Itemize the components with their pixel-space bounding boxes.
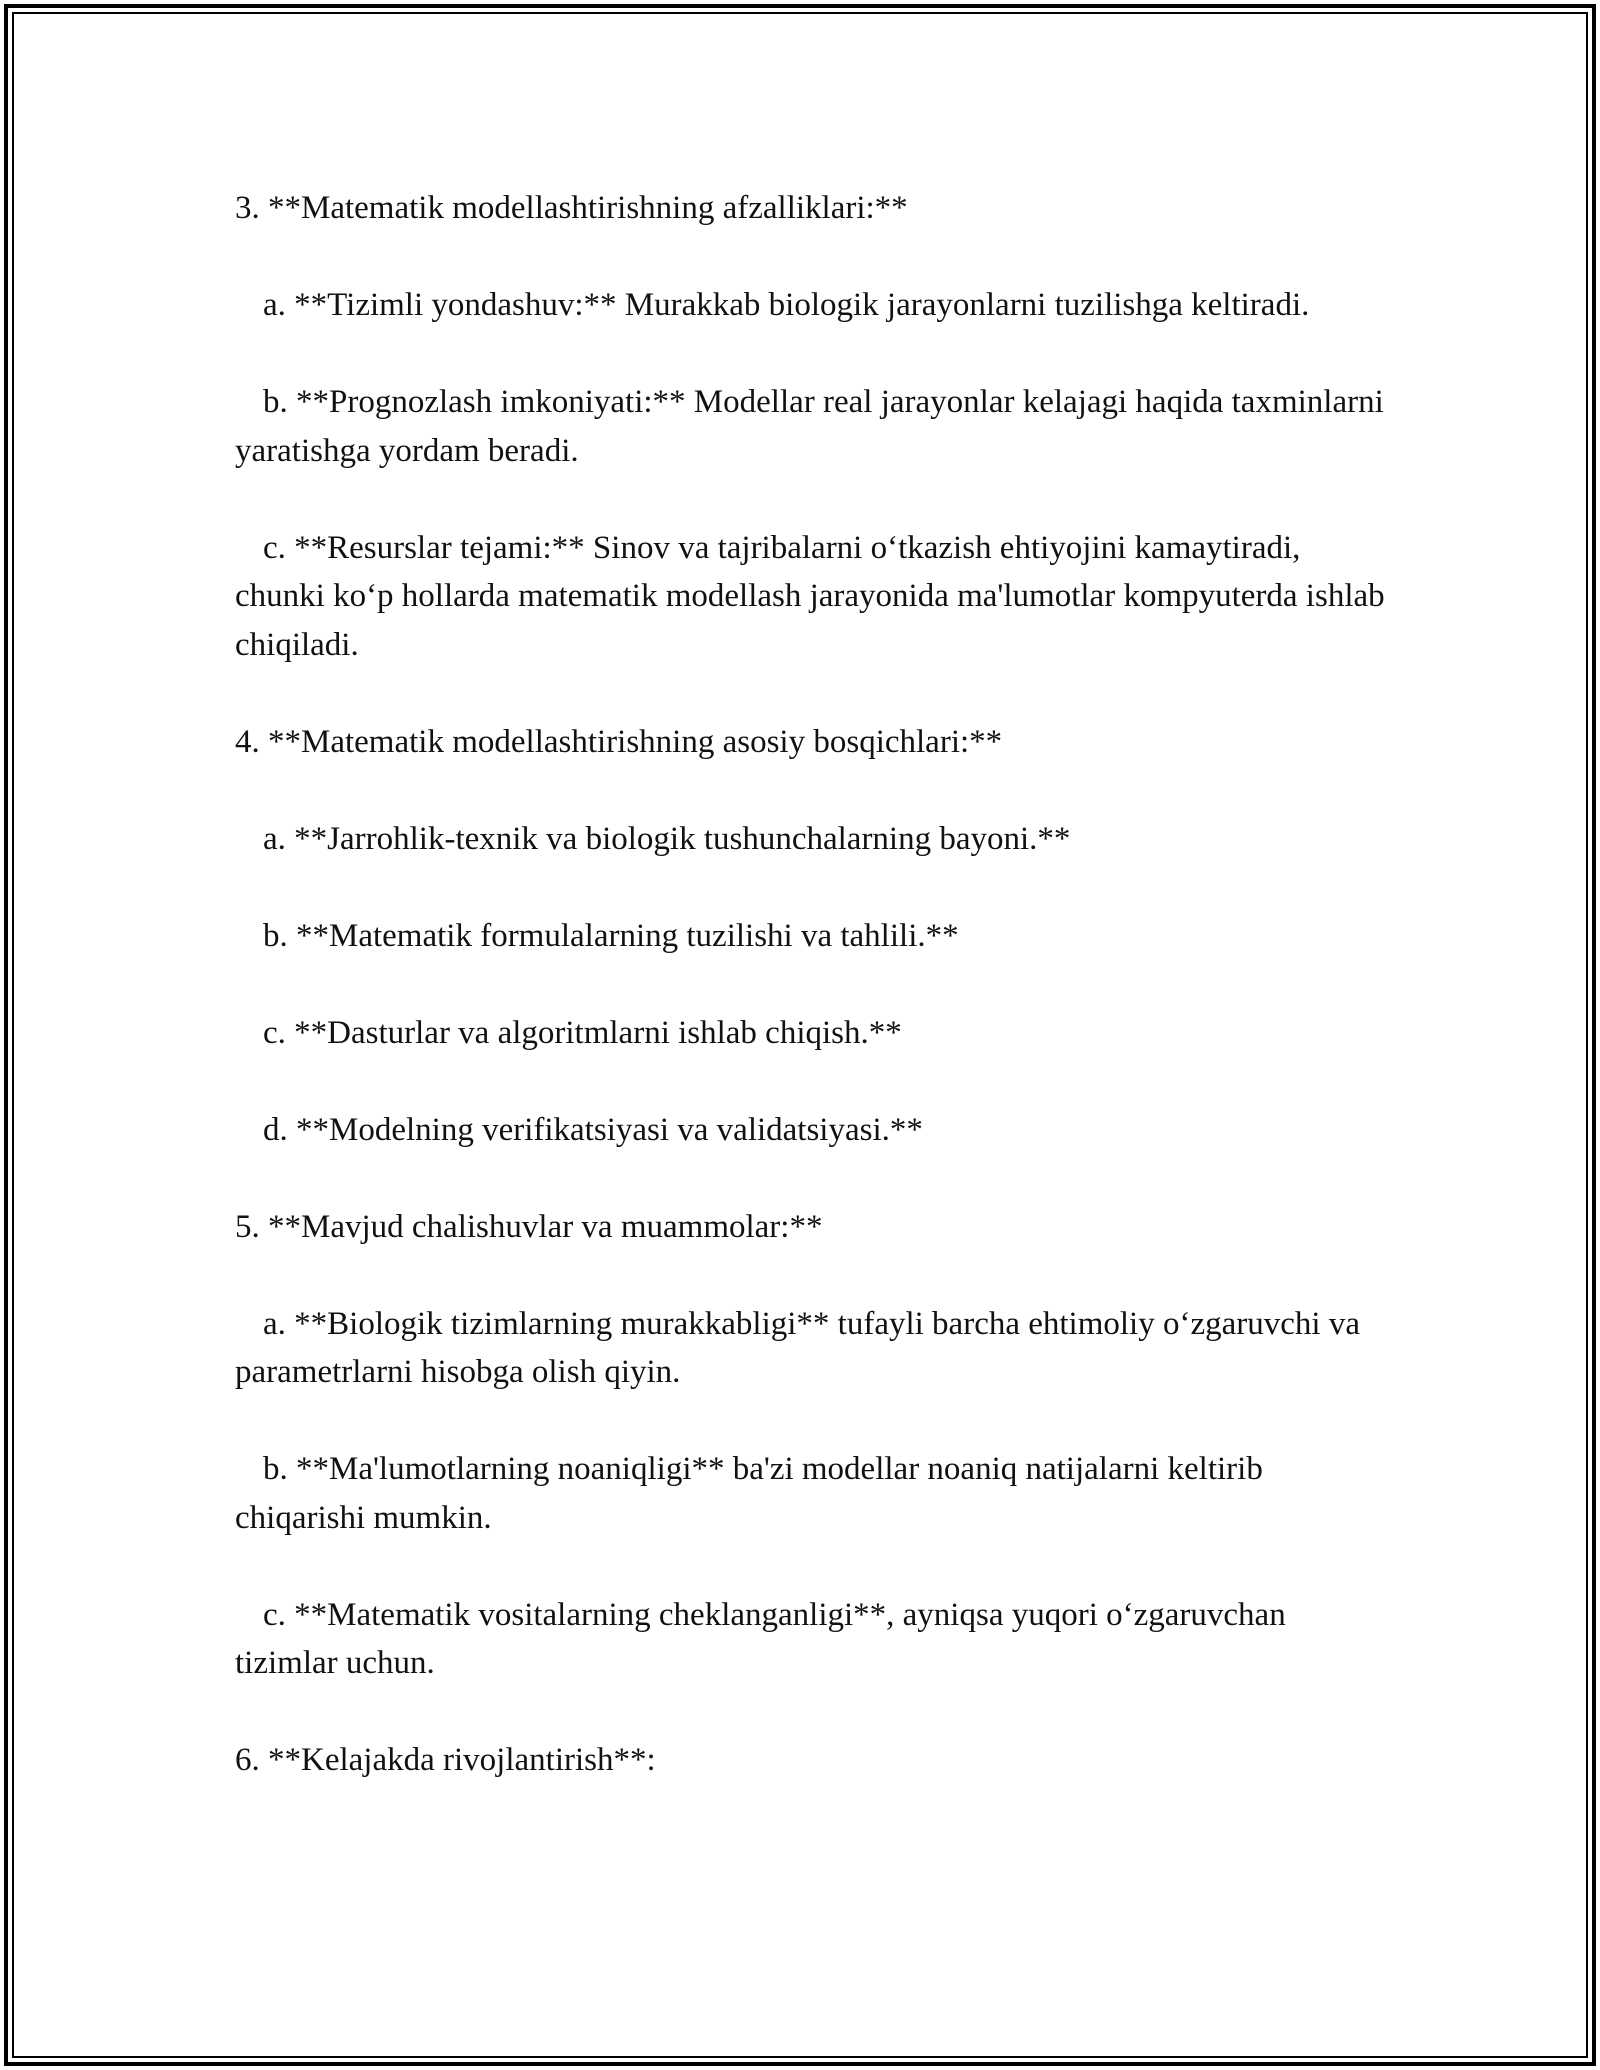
section-4-item-d: d. **Modelning verifikatsiyasi va validatsiyasi.** (263, 1111, 923, 1148)
section-4-item-c: c. **Dasturlar va algoritmlarni ishlab chiqish.** (263, 1014, 902, 1051)
section-3-heading: 3. **Matematik modellashtirishning afzalliklari:** (235, 190, 908, 226)
section-3-item-c: c. **Resurslar tejami:** Sinov va tajribalarni o‘tkazish ehtiyojini kamaytiradi, chunki ko‘p hollarda matematik modellash jarayonida ma'lumotlar kompyuterda ishlab chiqiladi. (235, 529, 1385, 663)
section-4-item-b: b. **Matematik formulalarning tuzilishi va tahlili.** (263, 917, 959, 954)
section-6-heading: 6. **Kelajakda rivojlantirish**: (235, 1742, 656, 1778)
section-5-item-b: b. **Ma'lumotlarning noaniqligi** ba'zi modellar noaniq natijalarni keltirib chiqarishi mumkin. (235, 1451, 1263, 1536)
section-5-item-c: c. **Matematik vositalarning cheklanganligi**, ayniqsa yuqori o‘zgaruvchan tizimlar uchun. (235, 1596, 1286, 1681)
section-5-item-a: a. **Biologik tizimlarning murakkabligi** tufayli barcha ehtimoliy o‘zgaruvchi va parametrlarni hisobga olish qiyin. (235, 1305, 1360, 1390)
document-body (235, 184, 1385, 1833)
section-4-item-a: a. **Jarrohlik-texnik va biologik tushunchalarning bayoni.** (263, 820, 1071, 857)
section-3-item-a: a. **Tizimli yondashuv:** Murakkab biologik jarayonlarni tuzilishga keltiradi. (263, 287, 1310, 323)
section-5-heading: 5. **Mavjud chalishuvlar va muammolar:** (235, 1208, 823, 1245)
section-4-heading: 4. **Matematik modellashtirishning asosiy bosqichlari:** (235, 723, 1003, 760)
section-3-item-b: b. **Prognozlash imkoniyati:** Modellar real jarayonlar kelajagi haqida taxminlarni yaratishga yordam beradi. (235, 384, 1384, 469)
